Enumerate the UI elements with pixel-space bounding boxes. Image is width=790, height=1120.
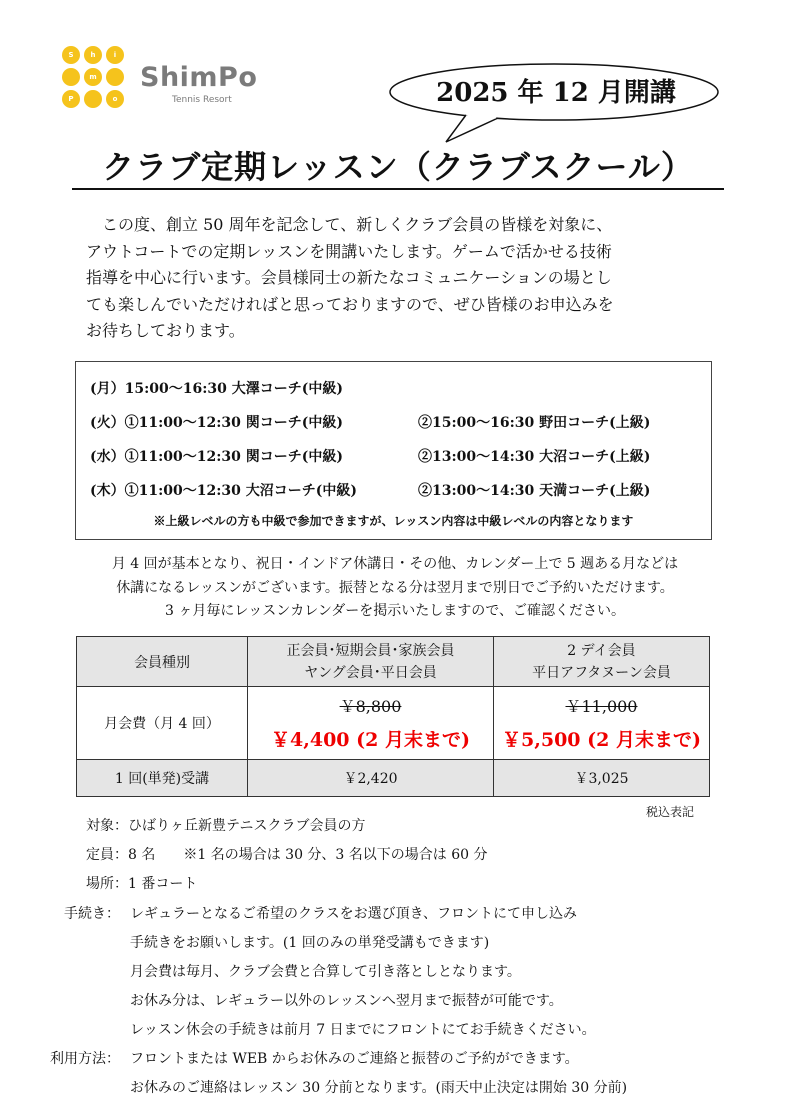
intro-line: 指導を中心に行います。会員様同士の新たなコミュニケーションの場とし: [86, 268, 612, 287]
logo-dot: [84, 90, 102, 108]
logo-name: ShimPo: [140, 62, 258, 93]
header-line: 平日アフタヌーン会員: [532, 664, 671, 681]
header-line: 正会員･短期会員･家族会員: [286, 642, 455, 659]
info-line: お休みのご連絡はレッスン 30 分前となります。(雨天中止決定は開始 30 分前): [130, 1080, 628, 1096]
info-line: レッスン休会の手続きは前月 7 日までにフロントにてお手続きください。: [130, 1022, 596, 1038]
info-location: [86, 873, 197, 893]
info-line: 手続きをお願いします。(1 回のみの単発受講もできます): [130, 935, 490, 951]
logo-dot: i: [106, 46, 124, 64]
tax-note: 税込表記: [646, 805, 695, 819]
logo-dots: [62, 46, 134, 110]
info-line: 月会費は毎月、クラブ会費と合算して引き落としとなります。: [130, 964, 521, 980]
intro-line: アウトコートでの定期レッスンを開講いたします。ゲームで活かせる技術: [86, 241, 612, 261]
table-cell: 月会費（月 4 回）: [77, 687, 248, 760]
schedule-slot: (月）15:00～16:30 大澤コーチ(中級): [90, 381, 344, 397]
fee-table: [76, 636, 710, 797]
page-title: クラブ定期レッスン（クラブスクール）: [72, 148, 724, 190]
intro-paragraph: [86, 212, 716, 345]
info-line: お休み分は、レギュラー以外のレッスンへ翌月まで振替が可能です。: [130, 993, 563, 1009]
info-line: レギュラーとなるご希望のクラスをお選び頂き、フロントにて申し込み: [130, 906, 578, 922]
logo-dot: [62, 68, 80, 86]
schedule-slot: (火）①11:00～12:30 関コーチ(中級): [90, 415, 344, 431]
table-cell: ￥3,025: [494, 760, 710, 797]
table-cell: ￥2,420: [248, 760, 494, 797]
intro-line: この度、創立 50 周年を記念して、新しくクラブ会員の皆様を対象に、: [86, 215, 613, 234]
opening-date: 2025 年 12 月開講: [436, 78, 676, 108]
intro-line: お待ちしております。: [86, 321, 245, 340]
table-header: [248, 637, 494, 687]
new-price: ￥4,400 (2 月末まで): [271, 729, 470, 751]
info-target: [86, 815, 365, 835]
header-line: ヤング会員･平日会員: [304, 664, 437, 681]
new-price: ￥5,500 (2 月末まで): [502, 729, 701, 751]
table-cell: [494, 687, 710, 760]
header-line: 2 デイ会員: [567, 642, 636, 659]
logo-dot: [106, 68, 124, 86]
info-value: 8 名 ※1 名の場合は 30 分、3 名以下の場合は 60 分: [128, 847, 488, 863]
schedule-slot: (水）①11:00～12:30 関コーチ(中級): [90, 449, 344, 465]
table-row: [77, 687, 710, 760]
schedule-slot: ②13:00～14:30 大沼コーチ(上級): [418, 449, 651, 465]
schedule-slot: ②13:00～14:30 天満コーチ(上級): [418, 483, 651, 499]
lesson-note-line: 休講になるレッスンがございます。振替となる分は翌月まで別日でご予約いただけます。: [116, 579, 674, 596]
info-label: 対象：: [86, 818, 128, 834]
intro-line: ても楽しんでいただければと思っておりますので、ぜひ皆様のお申込みを: [86, 294, 614, 314]
schedule-row-thu: [90, 480, 651, 500]
table-header: 会員種別: [77, 637, 248, 687]
schedule-row-wed: [90, 446, 651, 466]
info-label: 場所：: [86, 876, 128, 892]
info-usage-label: 利用方法：: [50, 1051, 120, 1067]
schedule-slot: ②15:00～16:30 野田コーチ(上級): [418, 415, 651, 431]
old-price: ￥11,000: [565, 697, 638, 716]
logo-dot: h: [84, 46, 102, 64]
table-cell: [248, 687, 494, 760]
schedule-row-tue: [90, 412, 651, 432]
info-value: ひばりヶ丘新豊テニスクラブ会員の方: [128, 818, 366, 834]
table-header: [494, 637, 710, 687]
info-label: 定員：: [86, 847, 128, 863]
schedule-slot: (木）①11:00～12:30 大沼コーチ(中級): [90, 483, 358, 499]
info-line: フロントまたは WEB からお休みのご連絡と振替のご予約ができます。: [130, 1051, 579, 1067]
logo-dot: P: [62, 90, 80, 108]
old-price: ￥8,800: [339, 697, 402, 716]
lesson-notes: [70, 553, 720, 624]
logo-dot: S: [62, 46, 80, 64]
logo-dot: o: [106, 90, 124, 108]
info-capacity: [86, 844, 488, 864]
table-row: [77, 760, 710, 797]
lesson-note-line: 3 ヶ月毎にレッスンカレンダーを掲示いたしますので、ご確認ください。: [164, 603, 626, 619]
table-cell: 1 回(単発)受講: [77, 760, 248, 797]
schedule-row-mon: [90, 378, 343, 398]
lesson-note-line: 月 4 回が基本となり、祝日・インドア休講日・その他、カレンダー上で 5 週ある月などは: [111, 556, 679, 572]
info-value: 1 番コート: [128, 876, 198, 892]
logo-dot: m: [84, 68, 102, 86]
logo-subtitle: Tennis Resort: [172, 95, 232, 105]
schedule-box: [75, 361, 712, 540]
schedule-note: ※上級レベルの方も中級で参加できますが、レッスン内容は中級レベルの内容となります: [153, 514, 634, 528]
info-procedure-label: 手続き：: [64, 906, 120, 922]
